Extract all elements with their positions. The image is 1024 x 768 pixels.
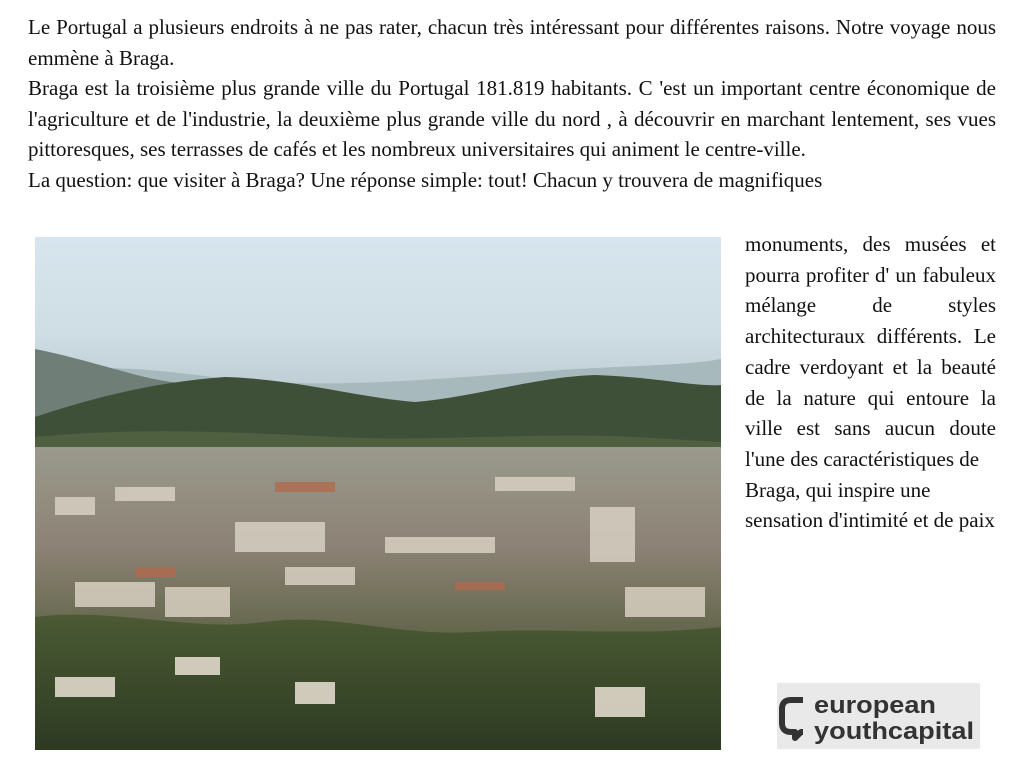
logo-line2: youthcapital	[814, 718, 974, 745]
side-text-last: Braga, qui inspire une sensation d'intimité et de paix	[745, 477, 995, 533]
paragraph-3: La question: que visiter à Braga? Une réponse simple: tout! Chacun y trouvera de magnifiques	[28, 167, 823, 192]
logo-line1: european	[814, 692, 936, 719]
side-text	[745, 229, 996, 536]
side-text-main: monuments, des musées et pourra profiter d' un fabuleux mélange de styles architecturaux différents. Le cadre verdoyant et la beauté de la nature qui entoure la ville est sans aucun doute l'une des caractéristiques de	[745, 232, 996, 471]
intro-text	[28, 12, 996, 196]
braga-city-photo	[35, 237, 721, 750]
paragraph-1: Le Portugal a plusieurs endroits à ne pas rater, chacun très intéressant pour différentes raisons. Notre voyage nous emmène à Braga.	[28, 15, 996, 70]
european-youth-capital-logo	[777, 683, 980, 749]
paragraph-2: Braga est la troisième plus grande ville du Portugal 181.819 habitants. C 'est un important centre économique de l'agriculture et de l'industrie, la deuxième plus grande ville du nord , à découvrir en marchant lentement, ses vues pittoresques, ses terrasses de cafés et les nombreux universitaires qui animent le centre-ville.	[28, 76, 996, 162]
